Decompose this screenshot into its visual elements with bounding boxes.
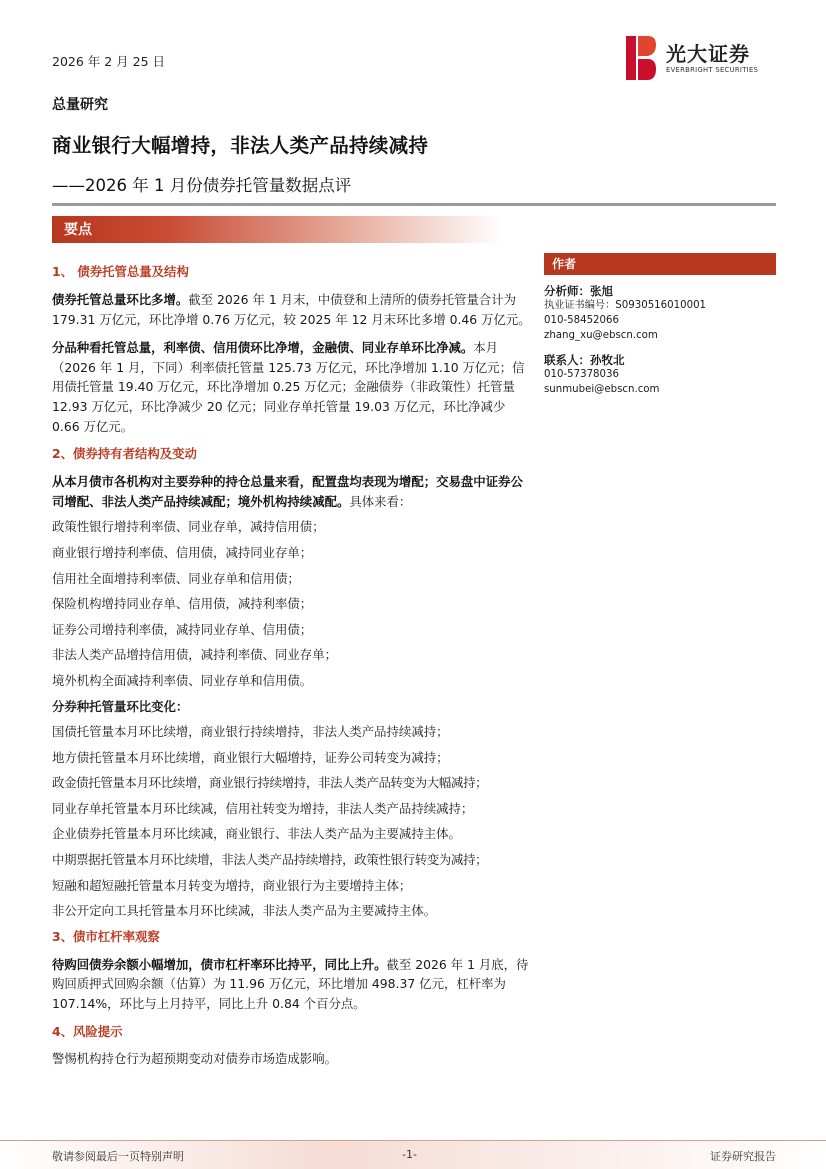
paragraph-holder-structure [52, 472, 534, 511]
analyst-name: 分析师：张旭 [544, 284, 613, 298]
paragraph-total-custody [52, 290, 534, 329]
list-item: 信用社全面增持利率债、同业存单和信用债； [52, 570, 300, 586]
report-title: 商业银行大幅增持，非法人类产品持续减持 [52, 134, 429, 157]
section-heading-1: 1、 债券托管总量及结构 [52, 264, 189, 279]
sub-heading-by-bond-type: 分券种托管量环比变化： [52, 698, 189, 714]
contact-email[interactable]: sunmubei@ebscn.com [544, 384, 660, 396]
paragraph-by-type [52, 338, 534, 436]
list-item: 非公开定向工具托管量本月环比续减，非法人类产品为主要减持主体。 [52, 903, 437, 919]
contact-name: 联系人：孙牧北 [544, 353, 625, 368]
list-item: 非法人类产品增持信用债，减持利率债、同业存单； [52, 647, 337, 663]
page-footer [0, 1140, 826, 1169]
list-item: 短融和超短融托管量本月转变为增持，商业银行为主要增持主体； [52, 877, 412, 893]
paragraph-lead: 待购回债券余额小幅增加，债市杠杆率环比持平，同比上升。 [52, 956, 387, 972]
everbright-logo-icon [626, 36, 656, 80]
brand-name-en: EVERBRIGHT SECURITIES [666, 66, 759, 74]
section-label: 总量研究 [52, 97, 108, 113]
author-sidebar [544, 253, 776, 398]
section-heading-3: 3、债市杠杆率观察 [52, 928, 160, 944]
section-heading-2: 2、债券持有者结构及变动 [52, 446, 197, 462]
paragraph-risk: 警惕机构持仓行为超预期变动对债券市场造成影响。 [52, 1050, 337, 1066]
key-points-banner [52, 216, 502, 243]
list-item: 企业债券托管量本月环比续减，商业银行、非法人类产品为主要减持主体。 [52, 826, 461, 842]
analyst-cert: 执业证书编号：S0930516010001 [544, 300, 707, 311]
author-banner: 作者 [544, 253, 776, 275]
brand-logo [626, 36, 776, 82]
paragraph-lead: 从本月债市各机构对主要券种的持仓总量来看，配置盘均表现为增配；交易盘中证券公司增配、非法人类产品持续减配；境外机构持续减配。 [52, 474, 523, 509]
list-item: 保险机构增持同业存单、信用债，减持利率债； [52, 596, 313, 612]
contact-phone: 010-57378036 [544, 369, 619, 381]
analyst-email[interactable]: zhang_xu@ebscn.com [544, 329, 658, 341]
report-date: 2026 年 2 月 25 日 [52, 54, 166, 69]
page-number: -1- [402, 1148, 417, 1161]
key-points-label: 要点 [64, 222, 92, 238]
paragraph-body: 本月（2026 年 1 月，下同）利率债托管量 125.73 万亿元，环比净增加 1.10 万亿元；信用债托管量 19.40 万亿元，环比净增加 0.25 万亿元；金融债券（非政策性）托管量 12.93 万亿元，环比净减少 20 亿元；同业存单托管量 19.03 万亿元，环比净减少 0.66 万亿元。 [52, 340, 525, 434]
list-item: 同业存单托管量本月环比续减，信用社转变为增持，非法人类产品持续减持； [52, 800, 474, 816]
paragraph-lead: 债券托管总量环比多增。 [52, 292, 189, 307]
footer-divider [0, 1140, 826, 1141]
footer-disclaimer-link[interactable]: 敬请参阅最后一页特别声明 [52, 1150, 184, 1163]
main-content [52, 262, 534, 1068]
list-item: 证券公司增持利率债，减持同业存单、信用债； [52, 621, 313, 637]
analyst-phone: 010-58452066 [544, 314, 619, 326]
paragraph-body: 具体来看： [349, 493, 412, 509]
report-subtitle: ——2026 年 1 月份债券托管量数据点评 [52, 176, 352, 195]
holder-list [52, 517, 534, 690]
paragraph-lead: 分品种看托管总量，利率债、信用债环比净增，金融债、同业存单环比净减。 [52, 340, 474, 356]
bond-type-list [52, 722, 534, 921]
paragraph-leverage [52, 955, 534, 1014]
list-item: 地方债托管量本月环比续增，商业银行大幅增持，证券公司转变为减持； [52, 749, 449, 765]
list-item: 中期票据托管量本月环比续增，非法人类产品持续增持，政策性银行转变为减持； [52, 852, 488, 868]
brand-name-cn: 光大证券 [666, 42, 750, 66]
list-item: 境外机构全面减持利率债、同业存单和信用债。 [52, 672, 313, 688]
footer-report-type: 证券研究报告 [710, 1150, 776, 1163]
title-divider [52, 203, 776, 206]
section-heading-4: 4、风险提示 [52, 1023, 123, 1039]
list-item: 商业银行增持利率债、信用债，减持同业存单； [52, 544, 313, 560]
list-item: 政金债托管量本月环比续增，商业银行持续增持，非法人类产品转变为大幅减持； [52, 775, 488, 791]
list-item: 国债托管量本月环比续增，商业银行持续增持，非法人类产品持续减持； [52, 724, 449, 740]
paragraph-body: 截至 2026 年 1 月末，中债登和上清所的债券托管量合计为 179.31 万亿元，环比净增 0.76 万亿元，较 2025 年 12 月末环比多增 0.46 万亿元。 [52, 292, 531, 327]
paragraph-body: 截至 2026 年 1 月底，待购回质押式回购余额（估算）为 11.96 万亿元，环比增加 498.37 亿元，杠杆率为 107.14%，环比与上月持平，同比上升 0.84 个百分点。 [52, 956, 529, 1012]
list-item: 政策性银行增持利率债、同业存单，减持信用债； [52, 519, 325, 535]
